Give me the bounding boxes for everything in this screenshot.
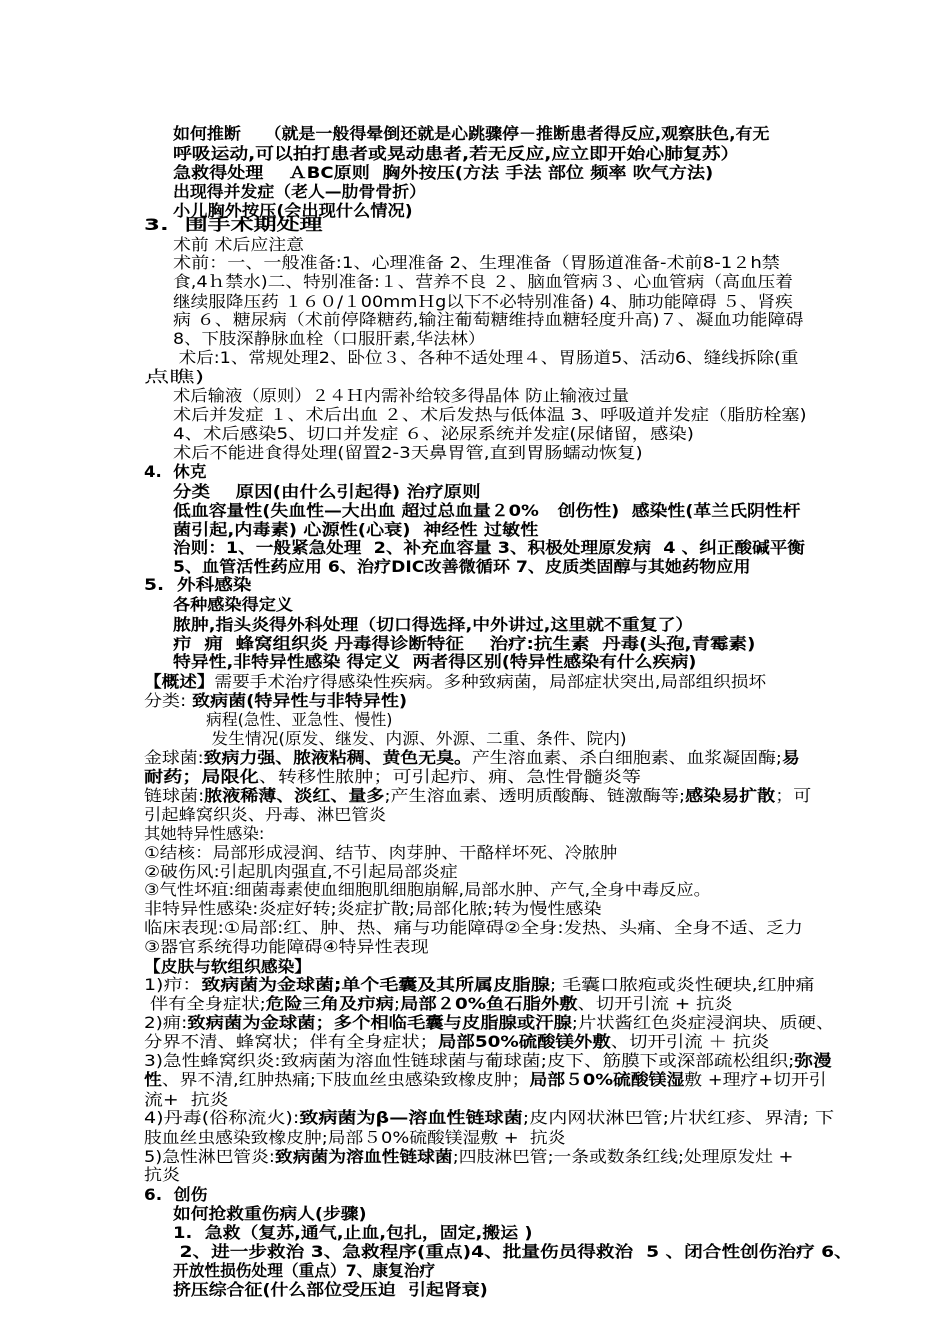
text-run: ;四肢淋巴管;一条或数条红线;处理原发灶 + [452,1147,794,1166]
bold-text-run: 【皮肤与软组织感染】 [144,957,312,976]
text-line [173,443,643,462]
text-run: 、切开引流 ＋ 抗炎 [610,1032,770,1051]
bold-text-run: 2、进一步救治 3、急救程序(重点)4、批量伤员得救治 5 、闭合性创伤治疗 6、 [173,1242,853,1261]
text-run: 病程(急性、亚急性、慢性) [206,710,393,729]
text-line [144,899,602,918]
bold-text-run: 特异性,非特异性感染 得定义 两者得区别(特异性感染有什么疾病) [173,652,697,671]
text-line [144,672,766,691]
text-run: ①结核：局部形成浸润、结节、肉芽肿、干酪样坏死、冷脓肿 [144,843,618,862]
bold-text-run: 出现得并发症（老人—肋骨骨折） [173,182,427,201]
text-line [144,805,386,824]
text-line [173,1223,533,1242]
text-line [173,1242,853,1261]
text-line [173,329,485,348]
text-line [173,634,755,653]
text-line [173,253,780,272]
text-line [173,501,801,520]
bold-text-run: 致病菌为金球菌;单个毛囊及其所属皮脂腺 [201,975,550,994]
text-line [173,652,696,671]
text-line [144,994,733,1013]
bold-text-run: 低血容量性(失血性—大出血 超过总血量２0% 创伤性) 感染性(革兰氏阴性杆 [173,501,801,520]
text-line [173,144,739,163]
text-line [144,918,803,937]
text-run: 分界不清、蜂窝状；伴有全身症状； [144,1032,439,1051]
text-run: ②破伤风:引起肌肉强直,不引起局部炎症 [144,862,458,881]
text-run: 、界不清,红肿热痛;下肢血丝虫感染致橡皮肿； [161,1070,530,1089]
text-run: 引起蜂窝织炎、丹毒、淋巴管炎 [144,805,387,824]
bold-text-run: 各种感染得定义 [173,595,294,614]
text-run: 临床表现:①局部:红、肿、热、痛与功能障碍②全身:发热、头痛、全身不适、乏力 [144,918,803,937]
text-line [144,1032,769,1051]
text-line [144,862,458,881]
text-run: 3)急性蜂窝织炎:致病菌为溶血性链球菌与葡球菌;皮下、筋膜下或深部疏松组织; [144,1051,795,1070]
text-line [144,1108,834,1127]
text-run: 术后不能进食得处理(留置2-3天鼻胃管,直到胃肠蠕动恢复) [173,443,643,462]
text-line [144,1013,834,1032]
text-line [144,1147,793,1166]
bold-text-run: 菌引起,内毒素) 心源性(心衰) 神经性 过敏性 [173,520,539,539]
text-run: 链球菌: [144,786,205,805]
bold-text-run: 局部５0%硫酸镁湿 [529,1070,685,1089]
bold-text-run: 脓肿,指头炎得外科处理（切口得选择,中外讲过,这里就不重复了） [173,615,694,634]
text-run: 术前：一、一般准备:1、心理准备 2、生理准备（胃肠道准备-术前8-1２h禁 [173,253,780,272]
text-line [173,124,769,143]
text-run: 、转移性脓肿；可引起疖、痈、急性骨髓炎等 [258,767,642,786]
text-line [144,1165,180,1184]
bold-text-run: 开放性损伤处理（重点）7、康复治疗 [173,1261,436,1280]
text-line [173,348,798,367]
text-run: 敷 +理疗+切开引 [684,1070,827,1089]
text-line [144,1090,229,1109]
text-line [173,182,426,201]
text-line [173,424,694,443]
bold-text-run: 5、血管活性药应用 6、治疗DIC改善微循环 7、皮质类固醇与其她药物应用 [173,557,751,576]
text-run: 其她特异性感染: [144,824,265,843]
bold-text-run: 致病菌为β—溶血性链球菌 [299,1108,523,1127]
text-run: 发生情况(原发、继发、内源、外源、二重、条件、院内) [206,729,627,748]
bold-text-run: 耐药；局限化 [144,767,259,786]
bold-text-run: 致病力强、脓液粘稠、黄色无臭。 [203,748,472,767]
text-run: 继续服降压药 １６０/１00mmＨg以下不必特别准备) 4、肺功能障碍 ５、肾疾 [173,292,793,311]
text-run: ③气性坏疽:细菌毒素使血细胞肌细胞崩解,局部水肿、产气,全身中毒反应。 [144,880,711,899]
bold-text-run: 致病菌为金球菌；多个相临毛囊与皮脂腺或汗腺 [187,1013,572,1032]
bold-text-run: 呼吸运动,可以拍打患者或晃动患者,若无反应,应立即开始心肺复苏） [173,144,740,163]
text-run: 5)急性淋巴管炎: [144,1147,275,1166]
text-line [144,1185,207,1204]
text-run: 术前 术后应注意 [173,235,305,254]
bold-text-run: 如何抢救重伤病人(步骤) [173,1204,367,1223]
bold-text-run: 治则：1、一般紧急处理 2、补充血容量 3、积极处理原发病 4 、纠正酸碱平衡 [173,538,805,557]
text-line [144,462,206,481]
text-line [173,310,803,329]
text-run: 抗炎 [144,1165,181,1184]
text-run: ；可 [775,786,812,805]
text-line [144,1070,827,1089]
bold-text-run: 5. 外科感染 [144,575,252,594]
bold-text-run: 3. 围手术期处理 [144,215,323,234]
text-line [173,386,629,405]
bold-text-run: 如何推断 （就是一般得晕倒还就是心跳骤停－推断患者得反应,观察肤色,有无 [173,124,770,143]
text-line [144,691,407,710]
text-run: 2)痈: [144,1013,188,1032]
text-line [173,1261,435,1280]
text-line [144,1128,565,1147]
text-line [144,748,800,767]
text-run: 需要手术治疗得感染性疾病。多种致病菌，局部症状突出,局部组织损坏 [214,672,767,691]
text-line [144,575,251,594]
text-run: 分类: [144,691,192,710]
bold-text-run: 急救得处理 ＡBC原则 胸外按压(方法 手法 部位 频率 吹气方法) [173,163,714,182]
bold-text-run: 脓液稀薄、淡红、量多 [204,786,385,805]
text-run: ; 毛囊口脓疱或炎性硬块,红肿痛 [549,975,815,994]
text-line [144,843,617,862]
text-run: 术后:1、常规处理2、卧位３、各种不适处理４、胃肠道5、活动6、缝线拆除(重 [173,348,799,367]
text-run: ③器官系统得功能障碍④特异性表现 [144,937,429,956]
text-line [173,1204,367,1223]
text-run: 产生溶血素、杀白细胞素、血浆凝固酶; [471,748,782,767]
text-line [173,595,293,614]
bold-text-run: 挤压综合征(什么部位受压迫 引起肾衰) [173,1280,488,1299]
text-run: 4)丹毒(俗称流火): [144,1108,300,1127]
text-run: 金球菌: [144,748,204,767]
text-line [173,1280,488,1299]
bold-text-run: 【概述】 [144,672,215,691]
text-run: 8、下肢深静脉血栓（口服肝素,华法林） [173,329,486,348]
text-line [173,482,481,501]
text-line [144,975,814,994]
text-line [144,786,811,805]
text-line [144,215,323,234]
bold-text-run: 分类 原因(由什么引起得) 治疗原则 [173,482,481,501]
text-run: 术后输液（原则）２４Ｈ内需补给较多得晶体 防止输液过量 [173,386,630,405]
bold-text-run: 性 [144,1070,162,1089]
text-run: 4、术后感染5、切口并发症 ６、泌尿系统并发症(尿储留，感染) [173,424,694,443]
bold-text-run: 感染易扩散 [685,786,776,805]
text-line [173,292,793,311]
bold-text-run: 危险三角及疖病 [265,994,394,1013]
text-run: 食,4ｈ禁水)二、特别准备:１、营养不良 ２、脑血管病３、心血管病（高血压着 [173,272,793,291]
bold-text-run: 6. 创伤 [144,1185,208,1204]
bold-text-run: 疖 痈 蜂窝组织炎 丹毒得诊断特征 治疗:抗生素 丹毒(头孢,青霉素) [173,634,756,653]
text-run: 点瞧) [144,367,205,386]
text-line [173,615,693,634]
text-line [144,767,641,786]
text-line [144,1051,832,1070]
text-line [173,235,304,254]
text-run: 病 ６、糖尿病（术前停降糖药,输注葡萄糖维持血糖轻度升高)７、凝血功能障碍 [173,310,804,329]
text-line [144,824,264,843]
text-line [144,880,711,899]
text-line [144,937,429,956]
bold-text-run: 致病菌(特异性与非特异性) [191,691,408,710]
text-run: 非特异性感染:炎症好转;炎症扩散;局部化脓;转为慢性感染 [144,899,602,918]
text-line [173,163,713,182]
bold-text-run: 致病菌为溶血性链球菌 [274,1147,453,1166]
text-run: 肢血丝虫感染致橡皮肿;局部５0%硫酸镁湿敷 + 抗炎 [144,1128,566,1147]
bold-text-run: 弥漫 [794,1051,832,1070]
text-line [173,520,538,539]
text-line [144,367,204,386]
text-line [206,729,627,748]
text-run: ;片状酱红色炎症浸润块、质硬、 [571,1013,835,1032]
text-line [144,957,311,976]
text-run: ;皮内网状淋巴管;片状红疹、界清; 下 [522,1108,835,1127]
text-run: 伴有全身症状; [144,994,266,1013]
text-run: ; [393,994,401,1013]
bold-text-run: 易 [781,748,800,767]
bold-text-run: 局部２0%鱼石脂外敷 [400,994,578,1013]
text-line [173,557,751,576]
text-run: 、切开引流 + 抗炎 [577,994,733,1013]
bold-text-run: 1. 急救（复苏,通气,止血,包扎，固定,搬运 ) [173,1223,533,1242]
text-run: 1)疖： [144,975,202,994]
text-run: 流+ 抗炎 [144,1090,229,1109]
bold-text-run: 局部50%硫酸镁外敷 [438,1032,611,1051]
bold-text-run: 4. 休克 [144,462,207,481]
text-line [173,538,805,557]
text-run: ;产生溶血素、透明质酸酶、链激酶等; [384,786,686,805]
text-line [206,710,393,729]
text-line [173,272,793,291]
text-line [173,405,807,424]
text-run: 术后并发症 １、术后出血 ２、术后发热与低体温 3、呼吸道并发症（脂肪栓塞) [173,405,807,424]
bold-text-run: 小儿胸外按压(会出现什么情况) [173,201,413,220]
